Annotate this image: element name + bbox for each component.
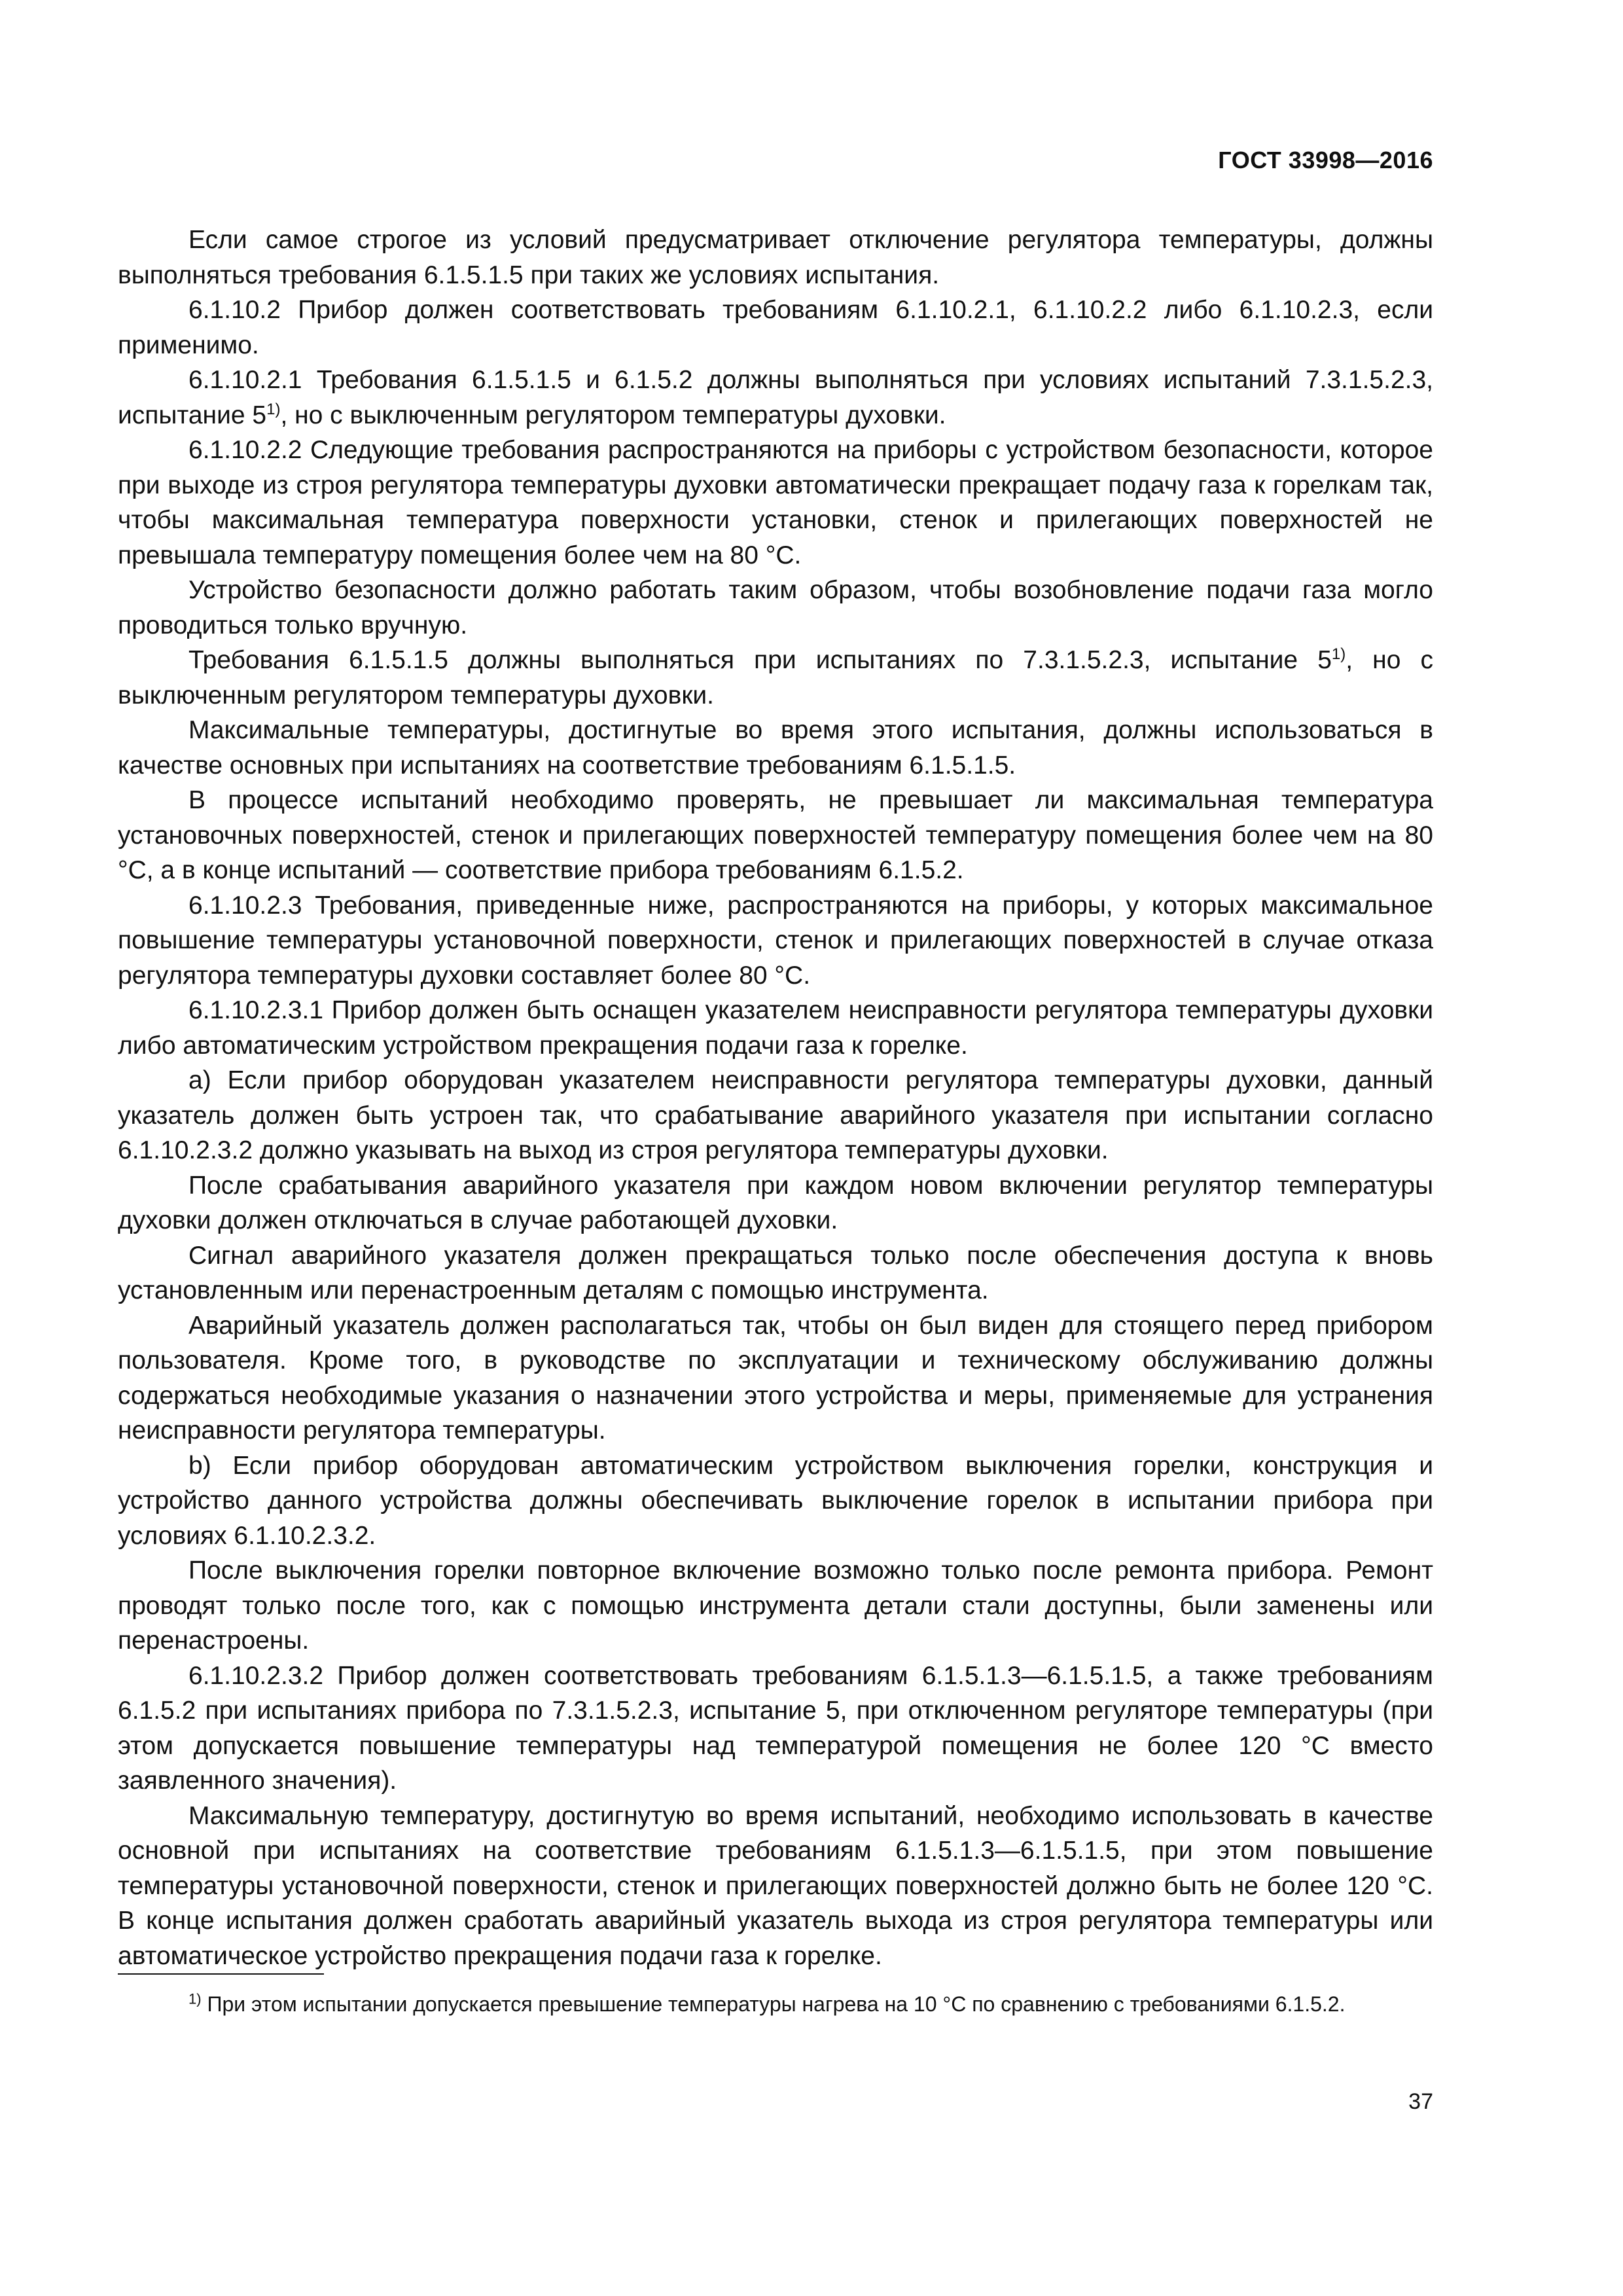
paragraph: 6.1.10.2.3.1 Прибор должен быть оснащен указателем неисправности регулятора температуры духовки либо автоматическим устройством прекращения подачи газа к горелке. <box>118 996 1433 1060</box>
paragraph: b) Если прибор оборудован автоматическим устройством выключения горелки, конструкция и устройство данного устройства должны обеспечивать выключение горелок в испытании прибора при условиях 6.1.10.2.3.2. <box>118 1451 1433 1550</box>
footnote-ref: 1) <box>266 400 281 418</box>
paragraph: После выключения горелки повторное включение возможно только после ремонта прибора. Ремонт проводят только после того, как с помощью инструмента детали стали доступны, были заменены или перенастроены. <box>118 1556 1433 1655</box>
paragraph: 6.1.10.2.3 Требования, приведенные ниже, распространяются на приборы, у которых максимальное повышение температуры установочной поверхности, стенок и прилегающих поверхностей в случае отказа регулятора температуры духовки составляет более 80 °С. <box>118 891 1433 990</box>
paragraph: Аварийный указатель должен располагаться так, чтобы он был виден для стоящего перед прибором пользователя. Кроме того, в руководстве по эксплуатации и техническому обслуживанию должны содержаться необходимые указания о назначении этого устройства и меры, применяемые для устранения неисправности регулятора температуры. <box>118 1311 1433 1444</box>
paragraph-text: 6.1.10.2.1 Требования 6.1.5.1.5 и 6.1.5.2 должны выполняться при условиях испытаний 7.3.1.5.2.3, испытание 5 <box>118 366 1433 429</box>
paragraph <box>118 643 1433 713</box>
paragraph: 6.1.10.2 Прибор должен соответствовать требованиям 6.1.10.2.1, 6.1.10.2.2 либо 6.1.10.2.3, если применимо. <box>118 296 1433 359</box>
paragraph-text: , но с выключенным регулятором температуры духовки. <box>118 646 1434 709</box>
document-header: ГОСТ 33998—2016 <box>1218 147 1433 173</box>
paragraph: Сигнал аварийного указателя должен прекращаться только после обеспечения доступа к вновь установленным или перенастроенным деталям с помощью инструмента. <box>118 1241 1433 1304</box>
paragraph: 6.1.10.2.3.2 Прибор должен соответствовать требованиям 6.1.5.1.3—6.1.5.1.5, а также требованиям 6.1.5.2 при испытаниях прибора по 7.3.1.5.2.3, испытание 5, при отключенном регуляторе температуры (при этом допускается повышение температуры над температурой помещения не более 120 °С вместо заявленного значения). <box>118 1661 1433 1795</box>
paragraph: Максимальные температуры, достигнутые во время этого испытания, должны использоваться в качестве основных при испытаниях на соответствие требованиям 6.1.5.1.5. <box>118 716 1433 780</box>
paragraph-text: , но с выключенным регулятором температуры духовки. <box>280 401 946 429</box>
paragraph: После срабатывания аварийного указателя при каждом новом включении регулятор температуры духовки должен отключаться в случае работающей духовки. <box>118 1171 1433 1234</box>
paragraph-text: Требования 6.1.5.1.5 должны выполняться при испытаниях по 7.3.1.5.2.3, испытание 5 <box>188 646 1332 674</box>
paragraph <box>118 363 1433 433</box>
paragraph: Если самое строгое из условий предусматривает отключение регулятора температуры, должны выполняться требования 6.1.5.1.5 при таких же условиях испытания. <box>118 226 1433 289</box>
paragraph: а) Если прибор оборудован указателем неисправности регулятора температуры духовки, данный указатель должен быть устроен так, что срабатывание аварийного указателя при испытании согласно 6.1.10.2.3.2 должно указывать на выход из строя регулятора температуры духовки. <box>118 1066 1433 1164</box>
footnote-marker: 1) <box>188 1990 202 2007</box>
page-number: 37 <box>1408 2089 1433 2114</box>
paragraph: В процессе испытаний необходимо проверять, не превышает ли максимальная температура установочных поверхностей, стенок и прилегающих поверхностей температуру помещения более чем на 80 °С, а в конце испытаний — соответствие прибора требованиям 6.1.5.2. <box>118 786 1433 884</box>
paragraph: Максимальную температуру, достигнутую во время испытаний, необходимо использовать в качестве основной при испытаниях на соответствие требованиям 6.1.5.1.3—6.1.5.1.5, при этом повышение температуры установочной поверхности, стенок и прилегающих поверхностей должно быть не более 120 °С. В конце испытания должен сработать аварийный указатель выхода из строя регулятора температуры или автоматическое устройство прекращения подачи газа к горелке. <box>118 1801 1433 1970</box>
body-text <box>118 223 1433 1973</box>
footnote-text: При этом испытании допускается превышение температуры нагрева на 10 °С по сравнению с требованиями 6.1.5.2. <box>201 1992 1346 2016</box>
footnote-divider <box>118 1973 324 1975</box>
footnote-ref: 1) <box>1331 645 1346 663</box>
footnote <box>118 1990 1433 2019</box>
paragraph: Устройство безопасности должно работать таким образом, чтобы возобновление подачи газа могло проводиться только вручную. <box>118 576 1433 639</box>
paragraph: 6.1.10.2.2 Следующие требования распространяются на приборы с устройством безопасности, которое при выходе из строя регулятора температуры духовки автоматически прекращает подачу газа к горелкам так, чтобы максимальная температура поверхности установки, стенок и прилегающих поверхностей не превышала температуру помещения более чем на 80 °С. <box>118 436 1433 569</box>
